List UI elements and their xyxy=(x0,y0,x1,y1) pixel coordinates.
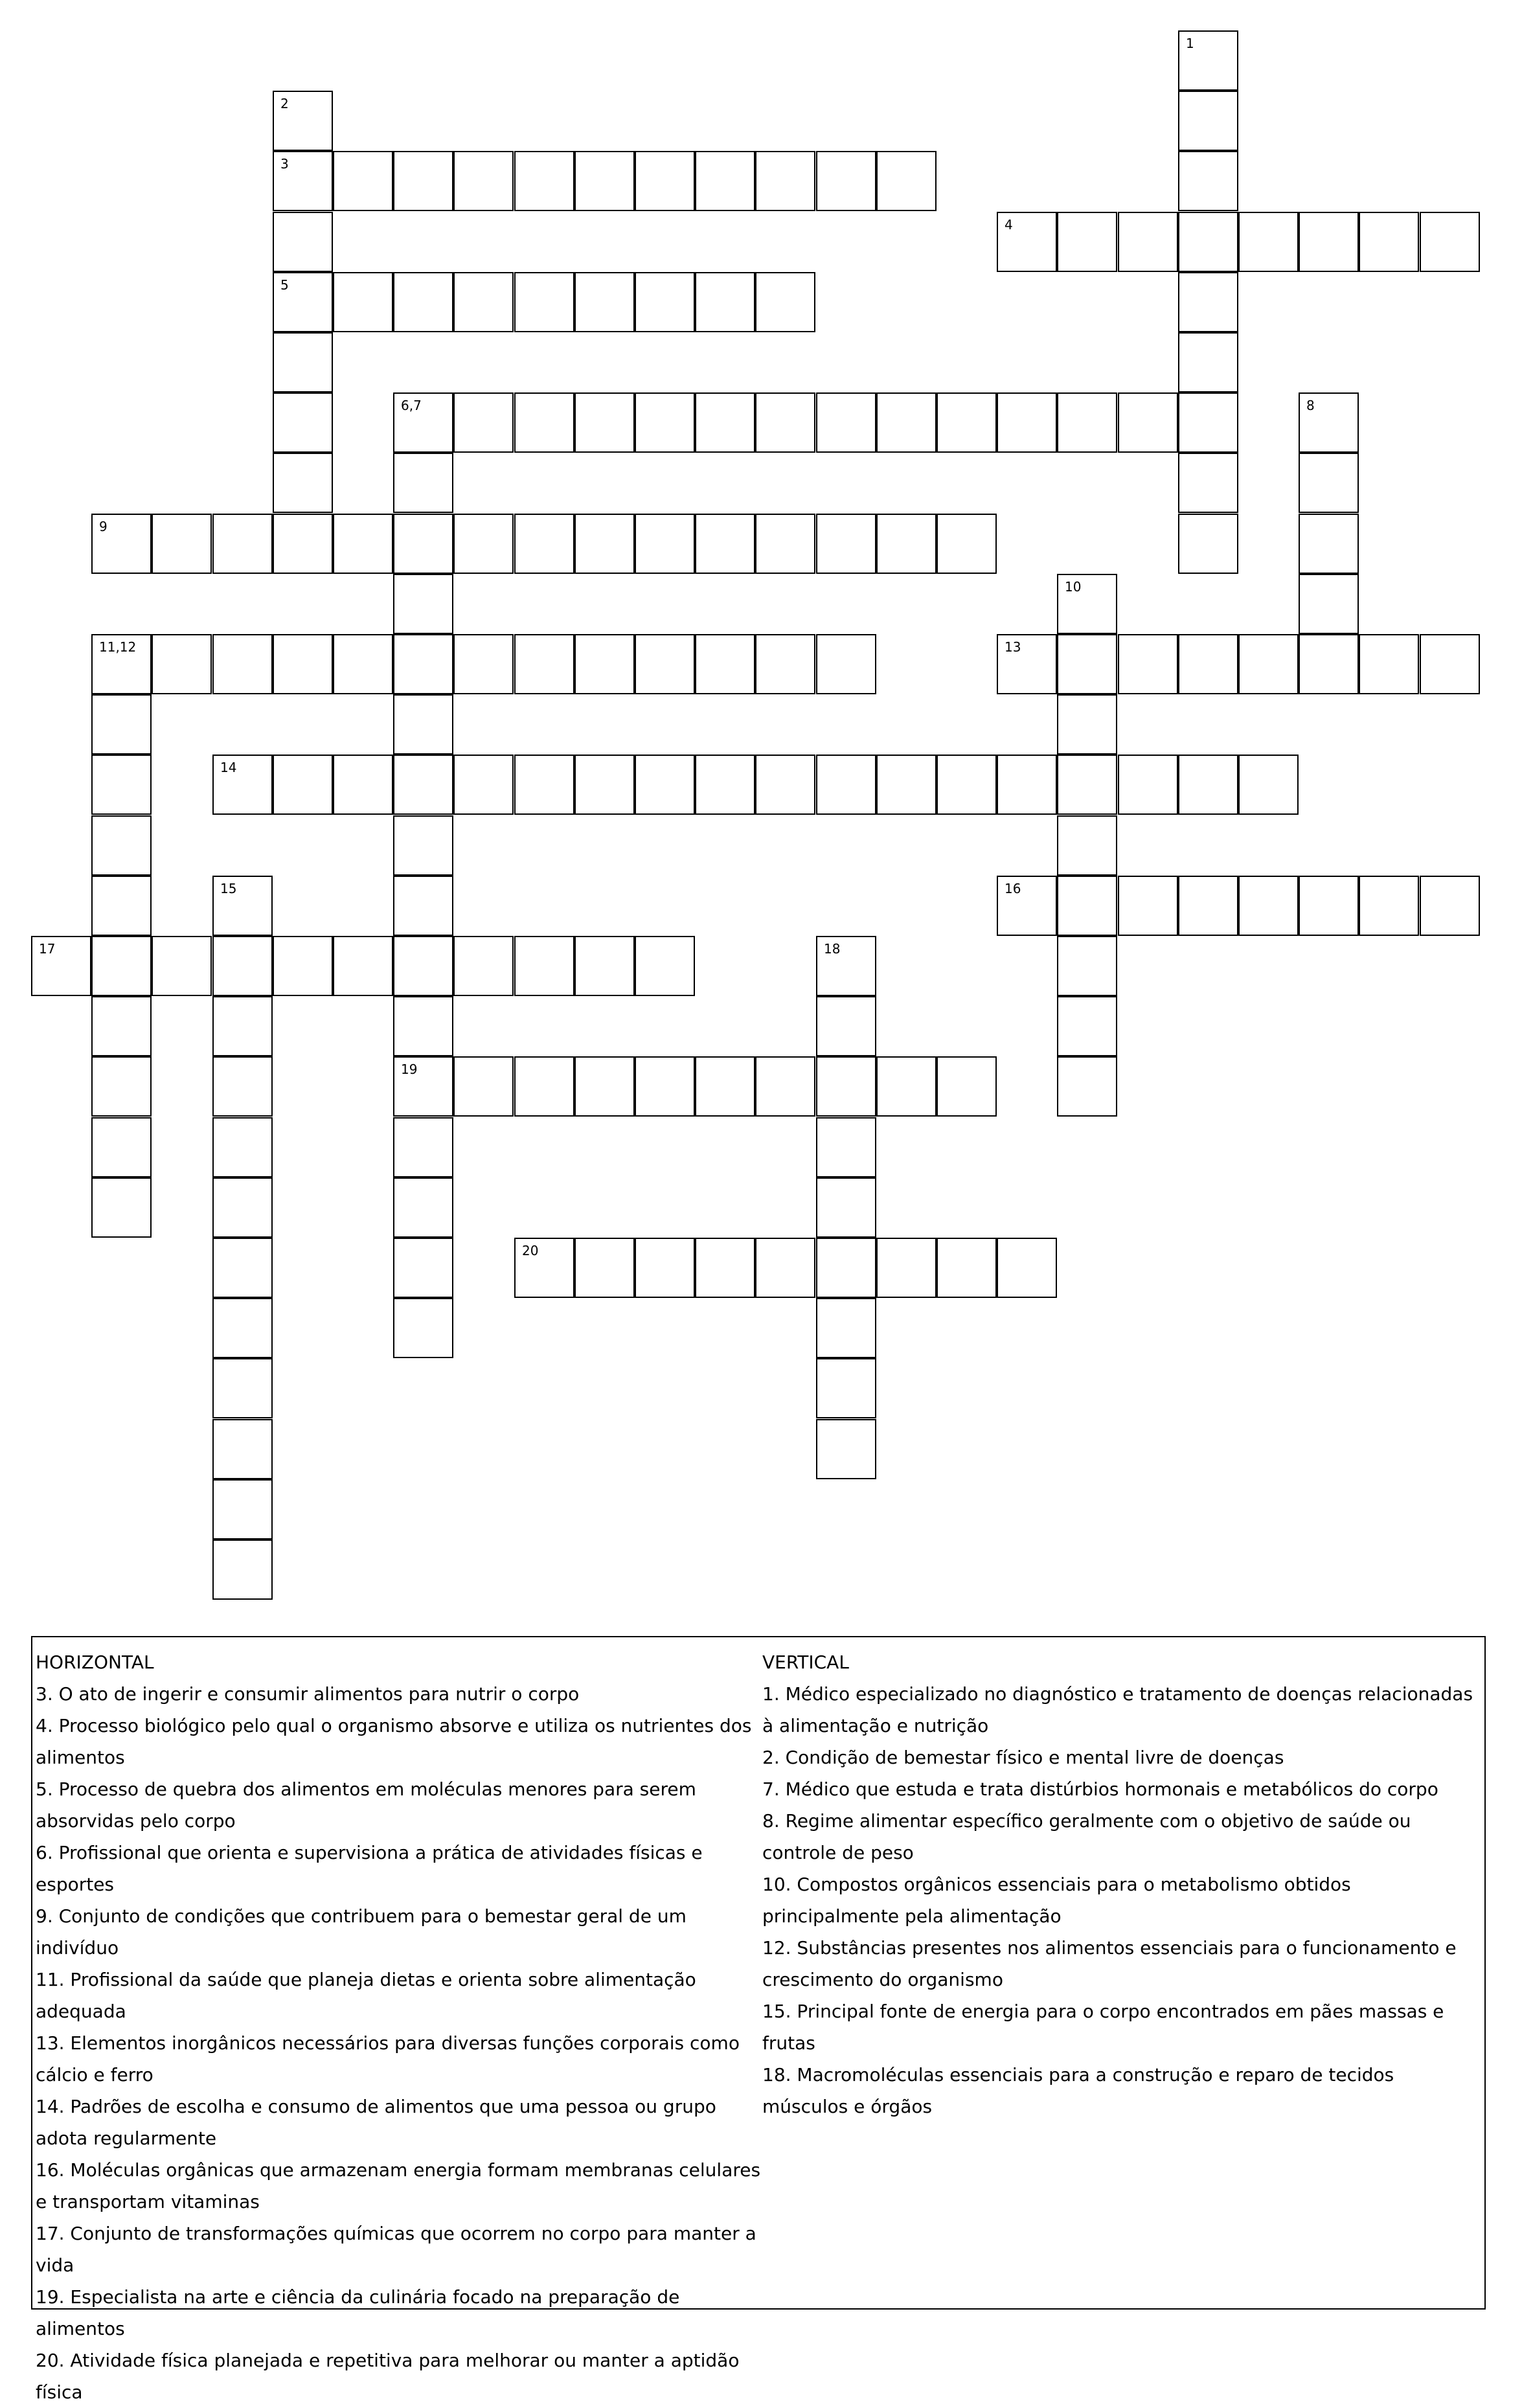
crossword-cell[interactable] xyxy=(333,151,393,211)
crossword-cell[interactable] xyxy=(574,272,635,332)
crossword-cell[interactable] xyxy=(333,755,393,815)
crossword-cell[interactable] xyxy=(876,755,937,815)
crossword-cell[interactable] xyxy=(393,151,453,211)
crossword-cell[interactable] xyxy=(937,1238,997,1298)
crossword-cell[interactable] xyxy=(695,634,755,694)
crossword-cell[interactable] xyxy=(212,1298,273,1358)
crossword-cell[interactable] xyxy=(212,1177,273,1238)
crossword-cell[interactable] xyxy=(1359,212,1419,272)
crossword-cell[interactable] xyxy=(1057,694,1117,755)
crossword-cell[interactable] xyxy=(212,1056,273,1117)
crossword-cell[interactable] xyxy=(453,392,514,453)
crossword-cell[interactable] xyxy=(514,936,574,996)
crossword-cell[interactable] xyxy=(1238,212,1299,272)
clue-horizontal-5: 5. Processo de quebra dos alimentos em moléculas menores para serem absorvidas pelo corpo xyxy=(36,1778,696,1832)
crossword-cell[interactable] xyxy=(514,755,574,815)
crossword-cell[interactable] xyxy=(816,755,876,815)
crossword-cell[interactable] xyxy=(1178,272,1238,332)
crossword-cell[interactable] xyxy=(1178,151,1238,211)
cell-number: 1 xyxy=(1186,36,1194,51)
crossword-cell[interactable] xyxy=(393,936,453,996)
crossword-cell[interactable] xyxy=(1359,876,1419,936)
crossword-cell[interactable] xyxy=(876,1238,937,1298)
crossword-cell[interactable] xyxy=(152,514,212,574)
crossword-cell[interactable] xyxy=(695,514,755,574)
crossword-cell[interactable] xyxy=(31,936,91,996)
crossword-cell[interactable] xyxy=(212,1419,273,1479)
crossword-cell[interactable] xyxy=(1118,212,1178,272)
crossword-cell[interactable] xyxy=(212,876,273,936)
crossword-cell[interactable] xyxy=(1057,1056,1117,1117)
crossword-cell[interactable] xyxy=(816,514,876,574)
crossword-cell[interactable] xyxy=(333,634,393,694)
crossword-cell[interactable] xyxy=(514,392,574,453)
crossword-cell[interactable] xyxy=(333,936,393,996)
crossword-cell[interactable] xyxy=(1359,634,1419,694)
clue-horizontal-9: 9. Conjunto de condições que contribuem para o bemestar geral de um indivíduo xyxy=(36,1905,687,1959)
crossword-cell[interactable] xyxy=(393,1177,453,1238)
crossword-cell[interactable] xyxy=(1178,453,1238,513)
crossword-cell[interactable] xyxy=(816,936,876,996)
crossword-cell[interactable] xyxy=(393,1056,453,1117)
crossword-cell[interactable] xyxy=(635,392,695,453)
crossword-cell[interactable] xyxy=(635,936,695,996)
crossword-cell[interactable] xyxy=(91,1177,152,1238)
crossword-cell[interactable] xyxy=(152,634,212,694)
vertical-clues xyxy=(762,1646,1475,2122)
crossword-cell[interactable] xyxy=(876,1056,937,1117)
crossword-cell[interactable] xyxy=(1178,91,1238,151)
crossword-cell[interactable] xyxy=(91,936,152,996)
crossword-cell[interactable] xyxy=(1420,634,1480,694)
crossword-cell[interactable] xyxy=(1057,392,1117,453)
crossword-cell[interactable] xyxy=(1178,30,1238,91)
crossword-cell[interactable] xyxy=(514,272,574,332)
crossword-cell[interactable] xyxy=(514,514,574,574)
crossword-cell[interactable] xyxy=(212,1238,273,1298)
crossword-cell[interactable] xyxy=(816,1238,876,1298)
crossword-cell[interactable] xyxy=(212,755,273,815)
crossword-cell[interactable] xyxy=(514,634,574,694)
crossword-cell[interactable] xyxy=(273,453,333,513)
crossword-cell[interactable] xyxy=(273,514,333,574)
crossword-cell[interactable] xyxy=(453,634,514,694)
crossword-cell[interactable] xyxy=(816,1056,876,1117)
crossword-cell[interactable] xyxy=(273,151,333,211)
crossword-cell[interactable] xyxy=(453,514,514,574)
cell-number: 19 xyxy=(401,1062,418,1077)
crossword-cell[interactable] xyxy=(1299,514,1359,574)
cell-number: 9 xyxy=(99,519,108,534)
cell-number: 14 xyxy=(220,760,237,775)
crossword-cell[interactable] xyxy=(1178,634,1238,694)
crossword-cell[interactable] xyxy=(152,936,212,996)
cell-number: 5 xyxy=(280,277,289,293)
crossword-cell[interactable] xyxy=(1178,332,1238,392)
crossword-cell[interactable] xyxy=(574,936,635,996)
crossword-cell[interactable] xyxy=(212,634,273,694)
crossword-cell[interactable] xyxy=(514,1238,574,1298)
crossword-cell[interactable] xyxy=(1057,755,1117,815)
crossword-cell[interactable] xyxy=(876,151,937,211)
crossword-cell[interactable] xyxy=(1238,876,1299,936)
crossword-cell[interactable] xyxy=(574,755,635,815)
crossword-cell[interactable] xyxy=(273,91,333,151)
crossword-cell[interactable] xyxy=(1118,634,1178,694)
crossword-cell[interactable] xyxy=(1299,392,1359,453)
cell-number: 2 xyxy=(280,96,289,111)
crossword-cell[interactable] xyxy=(1178,514,1238,574)
crossword-cell[interactable] xyxy=(393,514,453,574)
crossword-cell[interactable] xyxy=(574,1056,635,1117)
crossword-cell[interactable] xyxy=(1299,574,1359,634)
crossword-cell[interactable] xyxy=(816,1419,876,1479)
crossword-cell[interactable] xyxy=(1299,212,1359,272)
clue-vertical-10: 10. Compostos orgânicos essenciais para o metabolismo obtidos principalmente pela alimentação xyxy=(762,1874,1351,1927)
crossword-cell[interactable] xyxy=(514,1056,574,1117)
crossword-cell[interactable] xyxy=(393,694,453,755)
crossword-cell[interactable] xyxy=(273,755,333,815)
clue-horizontal-6: 6. Profissional que orienta e supervisiona a prática de atividades físicas e esportes xyxy=(36,1842,703,1895)
crossword-cell[interactable] xyxy=(997,755,1057,815)
crossword-cell[interactable] xyxy=(273,272,333,332)
crossword-cell[interactable] xyxy=(393,815,453,876)
crossword-cell[interactable] xyxy=(574,514,635,574)
crossword-cell[interactable] xyxy=(91,755,152,815)
crossword-cell[interactable] xyxy=(1420,212,1480,272)
crossword-cell[interactable] xyxy=(695,755,755,815)
crossword-cell[interactable] xyxy=(273,392,333,453)
crossword-cell[interactable] xyxy=(755,755,815,815)
crossword-cell[interactable] xyxy=(393,272,453,332)
crossword-cell[interactable] xyxy=(937,392,997,453)
cell-number: 10 xyxy=(1065,579,1082,595)
crossword-cell[interactable] xyxy=(1178,755,1238,815)
crossword-cell[interactable] xyxy=(393,1298,453,1358)
crossword-cell[interactable] xyxy=(635,1238,695,1298)
horizontal-clues xyxy=(36,1646,764,2408)
clue-vertical-8: 8. Regime alimentar específico geralmente com o objetivo de saúde ou controle de peso xyxy=(762,1810,1411,1863)
crossword-cell[interactable] xyxy=(453,272,514,332)
clue-horizontal-19: 19. Especialista na arte e ciência da culinária focado na preparação de alimentos xyxy=(36,2286,680,2339)
crossword-cell[interactable] xyxy=(574,151,635,211)
crossword-cell[interactable] xyxy=(1118,876,1178,936)
cell-number: 4 xyxy=(1005,217,1013,233)
crossword-cell[interactable] xyxy=(635,634,695,694)
cell-number: 13 xyxy=(1005,639,1021,655)
cell-number: 8 xyxy=(1306,398,1315,413)
crossword-cell[interactable] xyxy=(1299,453,1359,513)
crossword-cell[interactable] xyxy=(1238,634,1299,694)
crossword-cell[interactable] xyxy=(574,634,635,694)
crossword-cell[interactable] xyxy=(695,272,755,332)
crossword-cell[interactable] xyxy=(755,392,815,453)
crossword-cell[interactable] xyxy=(997,1238,1057,1298)
crossword-cell[interactable] xyxy=(514,151,574,211)
crossword-cell[interactable] xyxy=(1057,634,1117,694)
clue-horizontal-4: 4. Processo biológico pelo qual o organismo absorve e utiliza os nutrientes dos alimentos xyxy=(36,1715,752,1768)
crossword-cell[interactable] xyxy=(755,1056,815,1117)
crossword-cell[interactable] xyxy=(91,694,152,755)
cell-number: 11,12 xyxy=(99,639,137,655)
crossword-cell[interactable] xyxy=(695,1238,755,1298)
crossword-cell[interactable] xyxy=(1057,212,1117,272)
crossword-cell[interactable] xyxy=(876,514,937,574)
crossword-cell[interactable] xyxy=(1057,815,1117,876)
crossword-cell[interactable] xyxy=(816,1298,876,1358)
crossword-cell[interactable] xyxy=(212,1117,273,1177)
crossword-cell[interactable] xyxy=(876,392,937,453)
crossword-cell[interactable] xyxy=(937,755,997,815)
crossword-cell[interactable] xyxy=(1057,996,1117,1056)
crossword-cell[interactable] xyxy=(453,151,514,211)
crossword-cell[interactable] xyxy=(453,936,514,996)
crossword-cell[interactable] xyxy=(695,151,755,211)
crossword-cell[interactable] xyxy=(1057,876,1117,936)
crossword-cell[interactable] xyxy=(393,876,453,936)
crossword-cell[interactable] xyxy=(393,634,453,694)
cell-number: 20 xyxy=(522,1243,539,1258)
crossword-cell[interactable] xyxy=(635,272,695,332)
crossword-cell[interactable] xyxy=(816,151,876,211)
crossword-cell[interactable] xyxy=(755,1238,815,1298)
crossword-cell[interactable] xyxy=(393,996,453,1056)
clue-horizontal-16: 16. Moléculas orgânicas que armazenam energia formam membranas celulares e transportam vitaminas xyxy=(36,2159,761,2212)
crossword-cell[interactable] xyxy=(212,1539,273,1600)
crossword-cell[interactable] xyxy=(816,392,876,453)
clue-box xyxy=(31,1636,1486,2403)
crossword-cell[interactable] xyxy=(91,1117,152,1177)
clue-horizontal-17: 17. Conjunto de transformações químicas que ocorrem no corpo para manter a vida xyxy=(36,2223,756,2276)
crossword-cell[interactable] xyxy=(574,1238,635,1298)
crossword-cell[interactable] xyxy=(816,1177,876,1238)
crossword-cell[interactable] xyxy=(393,1238,453,1298)
crossword-cell[interactable] xyxy=(453,755,514,815)
crossword-cell[interactable] xyxy=(273,212,333,272)
crossword-cell[interactable] xyxy=(1420,876,1480,936)
clue-horizontal-14: 14. Padrões de escolha e consumo de alimentos que uma pessoa ou grupo adota regularmente xyxy=(36,2096,716,2149)
crossword-cell[interactable] xyxy=(635,1056,695,1117)
crossword-cell[interactable] xyxy=(212,514,273,574)
clue-vertical-12: 12. Substâncias presentes nos alimentos essenciais para o funcionamento e crescimento do organismo xyxy=(762,1937,1457,1990)
cell-number: 15 xyxy=(220,881,237,896)
crossword-cell[interactable] xyxy=(393,392,453,453)
crossword-cell[interactable] xyxy=(91,815,152,876)
crossword-cell[interactable] xyxy=(273,332,333,392)
crossword-cell[interactable] xyxy=(1057,936,1117,996)
crossword-cell[interactable] xyxy=(574,392,635,453)
crossword-cell[interactable] xyxy=(755,514,815,574)
clue-vertical-15: 15. Principal fonte de energia para o corpo encontrados em pães massas e frutas xyxy=(762,2001,1444,2054)
crossword-cell[interactable] xyxy=(1238,755,1299,815)
crossword-cell[interactable] xyxy=(91,514,152,574)
clue-horizontal-11: 11. Profissional da saúde que planeja dietas e orienta sobre alimentação adequada xyxy=(36,1969,696,2022)
cell-number: 3 xyxy=(280,156,289,172)
crossword-cell[interactable] xyxy=(393,574,453,634)
crossword-cell[interactable] xyxy=(1057,574,1117,634)
crossword-cell[interactable] xyxy=(1118,392,1178,453)
clue-vertical-7: 7. Médico que estuda e trata distúrbios hormonais e metabólicos do corpo xyxy=(762,1778,1438,1800)
crossword-cell[interactable] xyxy=(695,1056,755,1117)
cell-number: 18 xyxy=(824,941,841,957)
crossword-cell[interactable] xyxy=(997,634,1057,694)
crossword-cell[interactable] xyxy=(91,1056,152,1117)
crossword-cell[interactable] xyxy=(1299,876,1359,936)
crossword-cell[interactable] xyxy=(1178,876,1238,936)
crossword-cell[interactable] xyxy=(997,212,1057,272)
crossword-cell[interactable] xyxy=(91,876,152,936)
crossword-cell[interactable] xyxy=(695,392,755,453)
crossword-cell[interactable] xyxy=(1178,392,1238,453)
horizontal-heading: HORIZONTAL xyxy=(36,1652,154,1673)
crossword-cell[interactable] xyxy=(333,272,393,332)
crossword-cell[interactable] xyxy=(816,1358,876,1418)
cell-number: 17 xyxy=(39,941,56,957)
cell-number: 16 xyxy=(1005,881,1021,896)
crossword-cell[interactable] xyxy=(393,1117,453,1177)
clue-vertical-1: 1. Médico especializado no diagnóstico e tratamento de doenças relacionadas à alimentação e nutrição xyxy=(762,1683,1473,1736)
clue-horizontal-20: 20. Atividade física planejada e repetitiva para melhorar ou manter a aptidão física xyxy=(36,2350,740,2403)
crossword-cell[interactable] xyxy=(997,392,1057,453)
crossword-cell[interactable] xyxy=(91,996,152,1056)
crossword-cell[interactable] xyxy=(393,755,453,815)
clue-vertical-2: 2. Condição de bemestar físico e mental livre de doenças xyxy=(762,1747,1284,1768)
cell-number: 6,7 xyxy=(401,398,422,413)
crossword-cell[interactable] xyxy=(212,936,273,996)
crossword-cell[interactable] xyxy=(273,634,333,694)
vertical-heading: VERTICAL xyxy=(762,1652,849,1673)
crossword-cell[interactable] xyxy=(816,1117,876,1177)
crossword-cell[interactable] xyxy=(333,514,393,574)
crossword-cell[interactable] xyxy=(755,272,815,332)
crossword-cell[interactable] xyxy=(91,634,152,694)
crossword-cell[interactable] xyxy=(755,151,815,211)
crossword-cell[interactable] xyxy=(453,1056,514,1117)
crossword-cell[interactable] xyxy=(1118,755,1178,815)
crossword-cell[interactable] xyxy=(937,514,997,574)
clue-horizontal-3: 3. O ato de ingerir e consumir alimentos para nutrir o corpo xyxy=(36,1683,580,1705)
crossword-cell[interactable] xyxy=(755,634,815,694)
crossword-cell[interactable] xyxy=(212,1358,273,1418)
crossword-cell[interactable] xyxy=(212,996,273,1056)
crossword-cell[interactable] xyxy=(937,1056,997,1117)
clue-horizontal-13: 13. Elementos inorgânicos necessários para diversas funções corporais como cálcio e ferro xyxy=(36,2032,740,2085)
crossword-cell[interactable] xyxy=(393,453,453,513)
crossword-cell[interactable] xyxy=(212,1479,273,1539)
clue-vertical-18: 18. Macromoléculas essenciais para a construção e reparo de tecidos músculos e órgãos xyxy=(762,2064,1394,2117)
crossword-cell[interactable] xyxy=(816,996,876,1056)
crossword-cell[interactable] xyxy=(816,634,876,694)
crossword-cell[interactable] xyxy=(635,151,695,211)
crossword-cell[interactable] xyxy=(1299,634,1359,694)
crossword-cell[interactable] xyxy=(635,514,695,574)
crossword-cell[interactable] xyxy=(997,876,1057,936)
crossword-cell[interactable] xyxy=(1178,212,1238,272)
crossword-cell[interactable] xyxy=(273,936,333,996)
crossword-cell[interactable] xyxy=(635,755,695,815)
